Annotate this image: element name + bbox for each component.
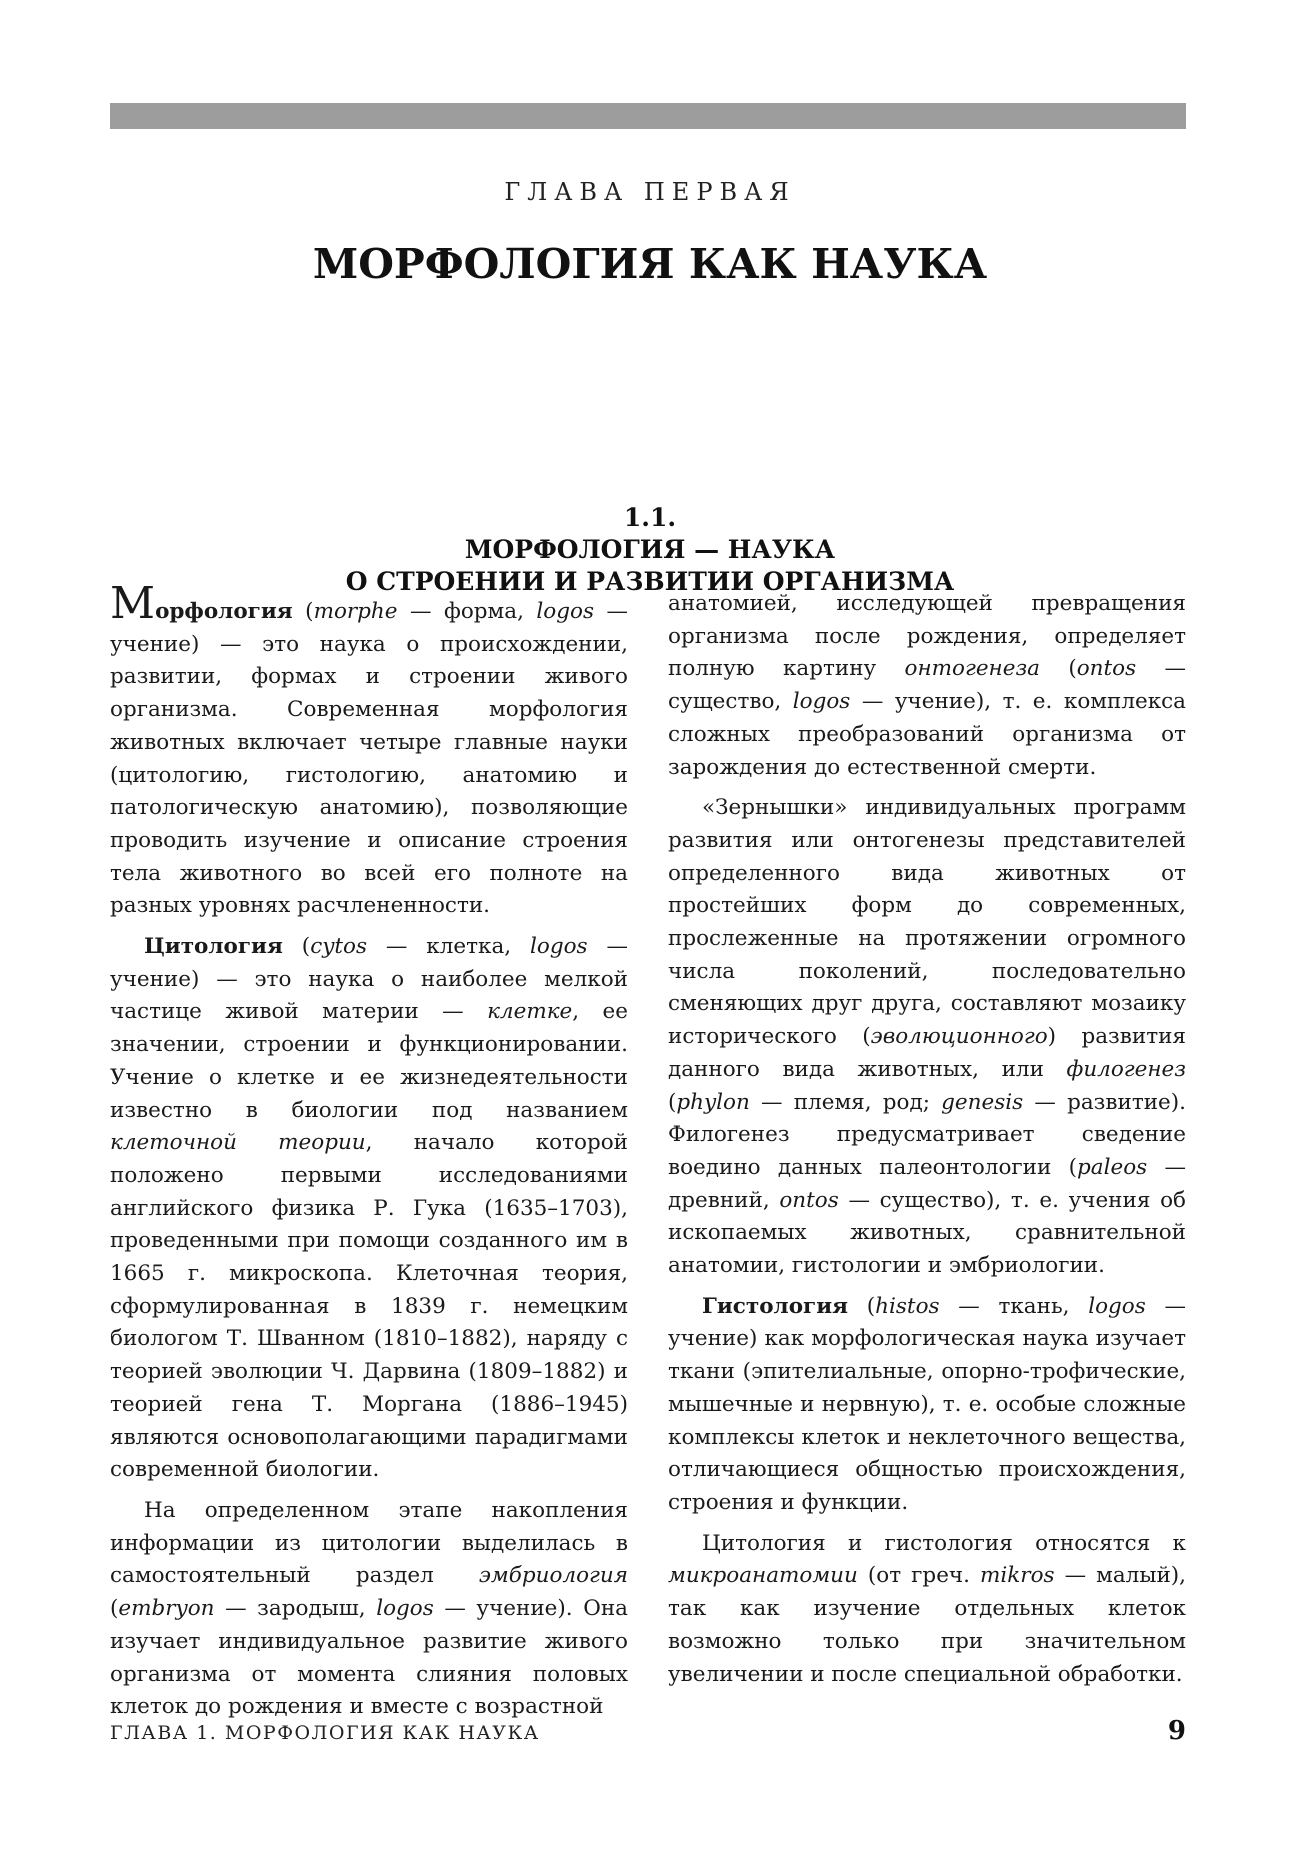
dropcap-letter: М <box>110 578 156 629</box>
paragraph-morphology: Морфология (morphe — форма, logos — учение) — это наука о происхождении, развитии, формах и строении живого организма. Современная морфология животных включает четыре главные науки (цитологию, гистологию, анатомию и патологическую анатомию), позволяющие проводить изучение и описание строения тела животного во всей его полноте на разных уровнях расчлененности. <box>110 578 628 919</box>
section-title-line-1: МОРФОЛОГИЯ — НАУКА <box>464 535 836 564</box>
page-number: 9 <box>1167 1716 1186 1746</box>
paragraph-embryology: На определенном этапе накопления информации из цитологии выделилась в самостоятельный раздел эмбриология (embryon — зародыш, logos — учение). Она изучает индивидуальное развитие живого организма от момента слияния половых клеток до рождения и вместе с возрастной <box>110 1497 628 1720</box>
section-title-line-2: О СТРОЕНИИ И РАЗВИТИИ ОРГАНИЗМА <box>345 567 955 596</box>
section-number: 1.1. <box>623 503 677 532</box>
paragraph-ontogenesis: анатомией, исследующей превращения организма после рождения, определяет полную картину онтогенеза (ontos — существо, logos — учение), т. е. комплекса сложных преобразований организма от зарождения до естественной смерти. <box>668 591 1187 780</box>
term-cytology: Цитология <box>144 934 283 960</box>
term-morphology: орфология <box>155 599 293 624</box>
left-column <box>110 578 628 1732</box>
header-rule-bar <box>110 103 1186 129</box>
chapter-label: ГЛАВА ПЕРВАЯ <box>504 178 796 206</box>
paragraph-microanatomy: Цитология и гистология относятся к микроанатомии (от греч. mikros — малый), так как изучение отдельных клеток возможно только при значительном увеличении и после специальной обработки. <box>668 1530 1186 1687</box>
section-heading <box>0 502 1300 598</box>
right-column <box>668 588 1186 1699</box>
paragraph-cytology: Цитология (cytos — клетка, logos — учение) — это наука о наиболее мелкой частице живой материи — клетке, ее значении, строении и функционировании. Учение о клетке и ее жизнедеятельности известно в биологии под названием клеточной теории, начало которой положено первыми исследованиями английского физика Р. Гука (1635–1703), проведенными при помощи созданного им в 1665 г. микроскопа. Клеточная теория, сформулированная в 1839 г. немецким биологом Т. Шванном (1810–1882), наряду с теорией эволюции Ч. Дарвина (1809–1882) и теорией гена Т. Моргана (1886–1945) являются основополагающими парадигмами современной биологии. <box>110 934 628 1483</box>
paragraph-histology: Гистология (histos — ткань, logos — учение) как морфологическая наука изучает ткани (эпителиальные, опорно-трофические, мышечные и нервную), т. е. особые сложные комплексы клеток и неклеточного вещества, отличающиеся общностью происхождения, строения и функции. <box>668 1293 1186 1515</box>
chapter-title: МОРФОЛОГИЯ КАК НАУКА <box>312 240 988 288</box>
running-footer-title: ГЛАВА 1. МОРФОЛОГИЯ КАК НАУКА <box>110 1722 540 1744</box>
term-histology: Гистология <box>702 1293 849 1319</box>
paragraph-phylogenesis: «Зернышки» индивидуальных программ развития или онтогенезы представителей определенного вида животных от простейших форм до современных, прослеженные на протяжении огромного числа поколений, последовательно сменяющих друг друга, составляют мозаику исторического (эволюционного) развития данного вида животных, или филогенез (phylon — племя, род; genesis — развитие). Филогенез предусматривает сведение воедино данных палеонтологии (paleos — древний, ontos — существо), т. е. учения об ископаемых животных, сравнительной анатомии, гистологии и эмбриологии. <box>668 795 1186 1279</box>
